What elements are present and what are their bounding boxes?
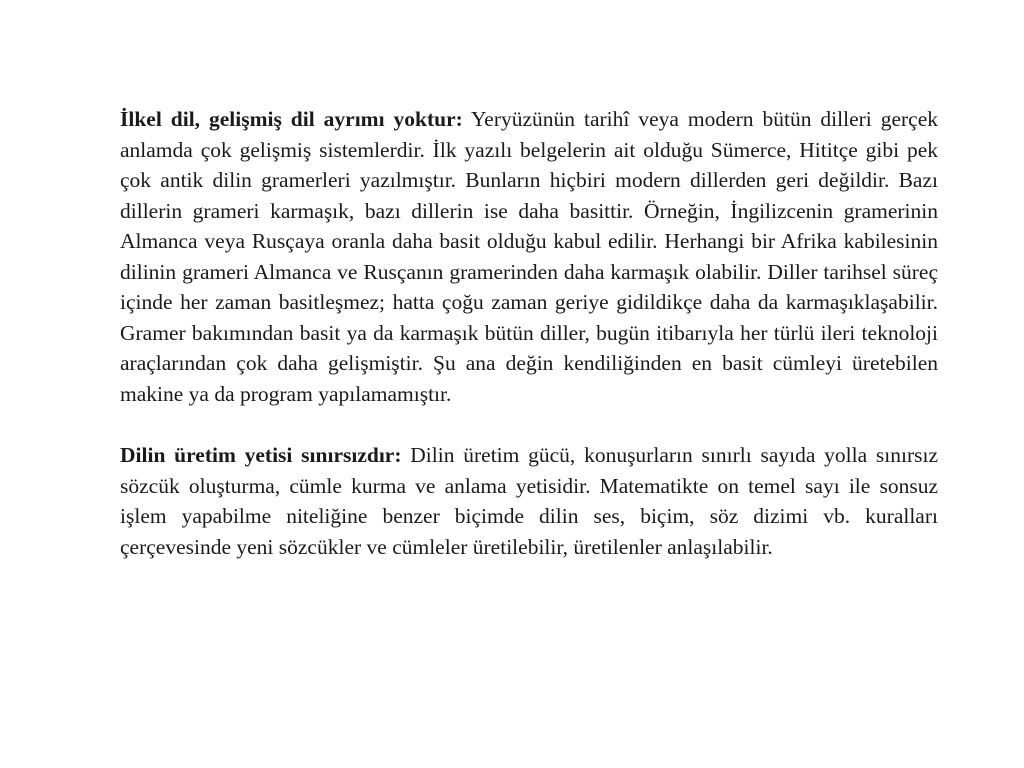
paragraph-text: Dilin üretim gücü, konuşurların sınırlı sayıda yolla sınırsız sözcük oluşturma, cümle kurma ve anlama yetisidir. Matematikte on temel sayı ile sonsuz işlem yapabilme niteliğine benzer biçimde dilin ses, biçim, söz dizimi vb. kuralları çerçevesinde yeni sözcükler ve cümleler üretilebilir, üretilenler anlaşılabilir.: [120, 443, 939, 559]
paragraph-productivity: [120, 440, 938, 562]
paragraph-text: Yeryüzünün tarihî veya modern bütün dilleri gerçek anlamda çok gelişmiş sistemlerdir. İlk yazılı belgelerin ait olduğu Sümerce, Hititçe gibi pek çok antik dilin gramerleri yazılmıştır. Bunların hiçbiri modern dillerden geri değildir. Bazı dillerin grameri karmaşık, bazı dillerin ise daha basittir. Örneğin, İngilizcenin gramerinin Almanca veya Rusçaya oranla daha basit olduğu kabul edilir. Herhangi bir Afrika kabilesinin dilinin grameri Almanca ve Rusçanın gramerinden daha karmaşık olabilir. Diller tarihsel süreç içinde her zaman basitleşmez; hatta çoğu zaman geriye gidildikçe daha da karmaşıklaşabilir. Gramer bakımından basit ya da karmaşık bütün diller, bugün itibarıyla her türlü ileri teknoloji araçlarından çok daha gelişmiştir. Şu ana değin kendiliğinden en basit cümleyi üretebilen makine ya da program yapılamamıştır.: [120, 107, 938, 406]
paragraph-heading: İlkel dil, gelişmiş dil ayrımı yoktur:: [120, 107, 463, 131]
paragraph-primitive-language: [120, 104, 938, 409]
text-body: [120, 104, 938, 562]
paragraph-heading: Dilin üretim yetisi sınırsızdır:: [120, 443, 402, 467]
